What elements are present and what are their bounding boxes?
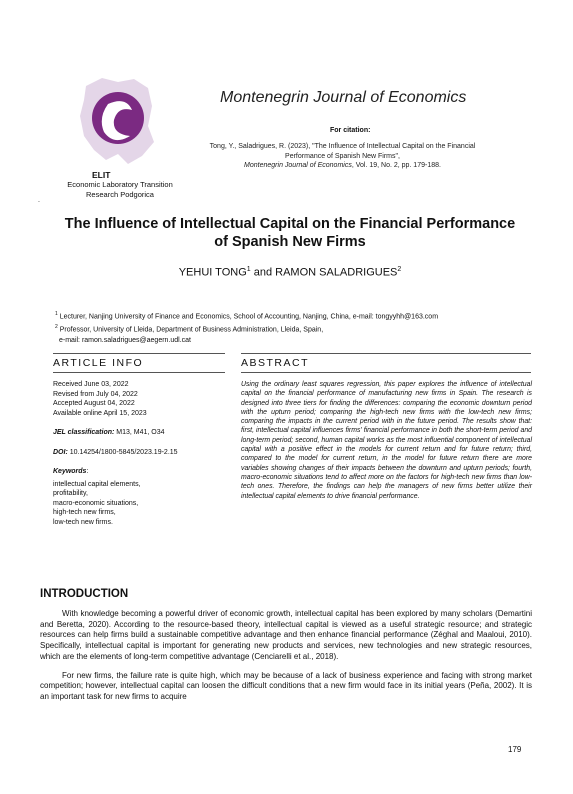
introduction-body bbox=[40, 609, 532, 711]
received-date: Received June 03, 2022 bbox=[53, 381, 129, 388]
citation-heading: For citation: bbox=[330, 127, 371, 134]
affiliation-2-email: e-mail: ramon.saladrigues@aegern.udl.cat bbox=[59, 336, 192, 344]
page-number: 179 bbox=[508, 745, 522, 754]
doi-link[interactable]: 10.14254/1800-5845/2023.19-2.15 bbox=[67, 448, 178, 456]
accepted-date: Accepted August 04, 2022 bbox=[53, 400, 135, 407]
citation-volume: , Vol. 19, No. 2, pp. 179-188. bbox=[351, 162, 441, 169]
affiliation-2-text: Professor, University of Lleida, Department of Business Administration, Lleida, Spain, bbox=[57, 326, 324, 334]
citation-line1: Tong, Y., Saladrigues, R. (2023), "The Influence of Intellectual Capital on the Financial bbox=[209, 143, 476, 150]
affiliation-1-text: Lecturer, Nanjing University of Finance and Economics, School of Accounting, Nanjing, China, e-mail: tongyyhh@163.com bbox=[57, 313, 439, 321]
abstract-text: Using the ordinary least squares regression, this paper explores the influence of intellectual capital on the financial performance of manufacturing new firms in Spain. The research is designed into three tiers for finding the differences: comparing the economic downturn period with the upturn period; comparing the high-tech new firms with the low-tech new firms; comparing the impacts in the current period with in the future period. The results show that: first, intellectual capital influences firms' financial performance in both the short-term period and long-term period; second, human capital works as the most influential component of intellectual capital with a positive effect in the models for current return and for future return; third, compared to the model for current return, in the model for future return there are more variables showing changes of their impacts between the downturn and upturn periods; fourth, macro-economic situations tend to affect more on the factors for high-tech new firms than low-tech ones. Therefore, the findings can help the managers of new firms better utilize their intellectual capital elements to drive financial performance. bbox=[241, 381, 532, 500]
elit-logo bbox=[78, 76, 156, 166]
paper-title-line2: of Spanish New Firms bbox=[214, 234, 366, 250]
jel-value: M13, M41, O34 bbox=[114, 429, 165, 436]
author-1: YEHUI TONG bbox=[178, 266, 247, 279]
jel-label: JEL classification: bbox=[53, 429, 115, 436]
online-date: Available online April 15, 2023 bbox=[53, 409, 147, 417]
paper-title-line1: The Influence of Intellectual Capital on the Financial Performance bbox=[64, 216, 516, 232]
stray-dot: . bbox=[38, 197, 40, 204]
affiliation-2 bbox=[55, 322, 535, 335]
keyword-item: intellectual capital elements, bbox=[53, 480, 141, 488]
author-1-sup: 1 bbox=[246, 266, 251, 273]
revised-date: Revised from July 04, 2022 bbox=[53, 390, 138, 398]
intro-paragraph-1: With knowledge becoming a powerful driver of economic growth, intellectual capital has been explored by many scholars (Demartini and Beretta, 2020). According to the resource-based theory, intellectual capital is viewed as a useful strategic resource; and strategic resources can help firms build a sustainable competitive advantage and then enhance financial performance (Zéghal and Maaloui, 2010). Specifically, intellectual capital is important for generating new products and services, new technologies and new strategic resources, which are the elements of long-term competitive advantage (Cenciarelli et al., 2018). bbox=[40, 609, 532, 661]
logo-subtitle-line2: Research Podgorica bbox=[86, 190, 154, 199]
article-dates bbox=[53, 380, 228, 418]
logo-caption bbox=[40, 170, 200, 200]
doi bbox=[53, 448, 228, 458]
author-and: and bbox=[250, 266, 276, 279]
paper-title bbox=[40, 215, 540, 251]
article-info-rule-bottom bbox=[53, 372, 225, 373]
keywords-heading bbox=[53, 467, 228, 477]
author-2-sup: 2 bbox=[397, 266, 402, 273]
affiliation-1-sup: 1 bbox=[55, 311, 58, 317]
abstract-heading: ABSTRACT bbox=[241, 357, 310, 369]
introduction-heading: INTRODUCTION bbox=[40, 588, 129, 600]
keyword-item: profitability, bbox=[53, 490, 88, 497]
citation-line2: Performance of Spanish New Firms", bbox=[285, 152, 400, 160]
journal-title: Montenegrin Journal of Economics bbox=[220, 89, 467, 106]
keywords-colon: : bbox=[86, 468, 89, 475]
article-info-header bbox=[53, 353, 225, 373]
logo-subtitle-line1: Economic Laboratory Transition bbox=[67, 180, 173, 189]
doi-label: DOI: bbox=[53, 448, 68, 456]
article-info-heading: ARTICLE INFO bbox=[53, 357, 144, 369]
keywords-label: Keywords bbox=[53, 468, 87, 475]
keyword-item: low-tech new firms. bbox=[53, 518, 113, 526]
author-line bbox=[40, 266, 540, 279]
jel-classification bbox=[53, 428, 228, 438]
affiliations bbox=[55, 309, 535, 346]
keyword-item: macro-economic situations, bbox=[53, 499, 139, 507]
article-info-rule bbox=[53, 353, 225, 354]
citation-text bbox=[150, 142, 535, 171]
abstract-rule bbox=[241, 353, 531, 354]
author-2: RAMON SALADRIGUES bbox=[275, 266, 398, 279]
article-info-body bbox=[53, 380, 228, 527]
keyword-item: high-tech new firms, bbox=[53, 509, 116, 516]
logo-name: ELIT bbox=[92, 170, 111, 180]
affiliation-1 bbox=[55, 309, 535, 322]
affiliation-2-sup: 2 bbox=[55, 324, 58, 331]
abstract-rule-bottom bbox=[241, 372, 531, 373]
abstract-header bbox=[241, 353, 531, 373]
citation-journal: Montenegrin Journal of Economics bbox=[244, 162, 352, 169]
intro-paragraph-2: For new firms, the failure rate is quite high, which may be because of a lack of business experience and facing with strong market competition; however, intellectual capital can loosen the difficult conditions that a new firm would face in its initial years (Peña, 2002). It is an important task for new firms to acquire bbox=[40, 670, 532, 701]
